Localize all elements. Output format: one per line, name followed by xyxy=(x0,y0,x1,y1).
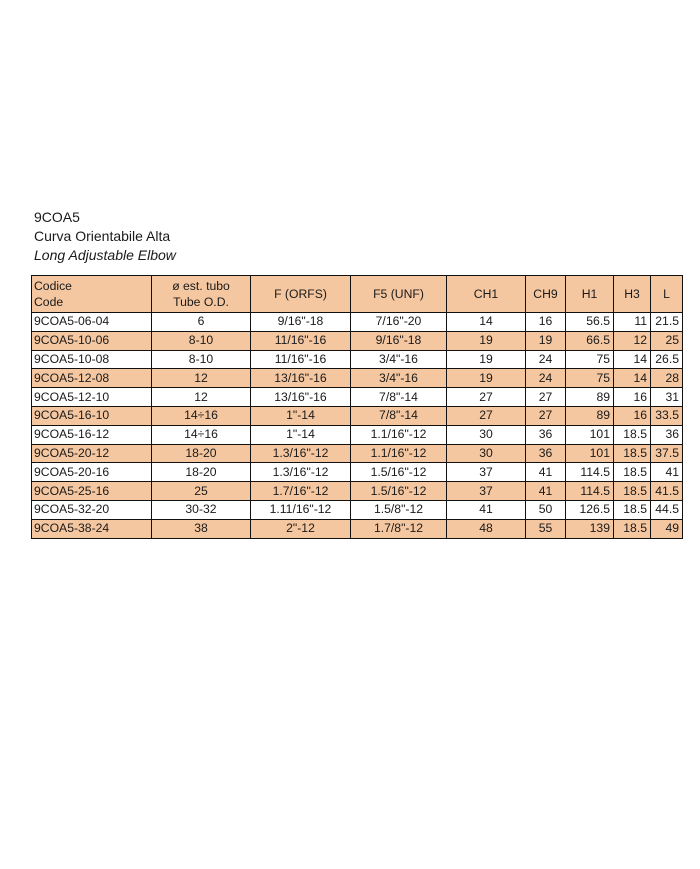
cell-code: 9COA5-16-12 xyxy=(32,425,152,444)
cell-h3: 18.5 xyxy=(614,444,651,463)
header-h1: H1 xyxy=(566,276,614,313)
cell-f-orfs: 11/16"-16 xyxy=(251,331,351,350)
cell-f-orfs: 1.3/16"-12 xyxy=(251,444,351,463)
header-ch9: CH9 xyxy=(526,276,566,313)
cell-tube-od: 14÷16 xyxy=(152,425,251,444)
cell-h1: 66.5 xyxy=(566,331,614,350)
cell-tube-od: 18-20 xyxy=(152,463,251,482)
cell-h1: 139 xyxy=(566,519,614,538)
table-row xyxy=(32,425,683,444)
cell-f5-unf: 7/16"-20 xyxy=(351,313,447,332)
cell-h3: 18.5 xyxy=(614,519,651,538)
table-header-row xyxy=(32,276,683,313)
header-tube-od xyxy=(152,276,251,313)
cell-l: 41.5 xyxy=(651,482,683,501)
cell-h1: 114.5 xyxy=(566,482,614,501)
cell-l: 36 xyxy=(651,425,683,444)
product-heading xyxy=(34,208,176,265)
cell-tube-od: 8-10 xyxy=(152,350,251,369)
cell-ch1: 27 xyxy=(447,388,526,407)
header-code-en: Code xyxy=(34,295,64,309)
cell-ch9: 24 xyxy=(526,369,566,388)
cell-h1: 101 xyxy=(566,425,614,444)
cell-f5-unf: 3/4"-16 xyxy=(351,369,447,388)
cell-ch1: 37 xyxy=(447,482,526,501)
cell-tube-od: 12 xyxy=(152,369,251,388)
cell-h1: 89 xyxy=(566,406,614,425)
cell-ch1: 30 xyxy=(447,444,526,463)
cell-ch1: 14 xyxy=(447,313,526,332)
header-tube-it: ø est. tubo xyxy=(172,279,230,293)
cell-f-orfs: 1"-14 xyxy=(251,425,351,444)
cell-h3: 16 xyxy=(614,388,651,407)
cell-f5-unf: 1.1/16"-12 xyxy=(351,444,447,463)
product-code: 9COA5 xyxy=(34,209,80,225)
cell-h1: 126.5 xyxy=(566,500,614,519)
cell-h3: 18.5 xyxy=(614,463,651,482)
cell-l: 26.5 xyxy=(651,350,683,369)
header-h3: H3 xyxy=(614,276,651,313)
cell-ch9: 19 xyxy=(526,331,566,350)
cell-l: 41 xyxy=(651,463,683,482)
cell-f-orfs: 2"-12 xyxy=(251,519,351,538)
cell-h3: 18.5 xyxy=(614,425,651,444)
table-row xyxy=(32,313,683,332)
cell-f-orfs: 1"-14 xyxy=(251,406,351,425)
cell-h1: 101 xyxy=(566,444,614,463)
cell-h1: 75 xyxy=(566,350,614,369)
table-row xyxy=(32,519,683,538)
cell-f5-unf: 1.5/16"-12 xyxy=(351,482,447,501)
table-row xyxy=(32,406,683,425)
cell-tube-od: 18-20 xyxy=(152,444,251,463)
cell-f-orfs: 1.7/16"-12 xyxy=(251,482,351,501)
header-l: L xyxy=(651,276,683,313)
cell-ch9: 50 xyxy=(526,500,566,519)
cell-f-orfs: 11/16"-16 xyxy=(251,350,351,369)
table-row xyxy=(32,500,683,519)
cell-f5-unf: 1.5/8"-12 xyxy=(351,500,447,519)
cell-tube-od: 25 xyxy=(152,482,251,501)
cell-f-orfs: 9/16"-18 xyxy=(251,313,351,332)
cell-l: 28 xyxy=(651,369,683,388)
table-row xyxy=(32,482,683,501)
spec-table xyxy=(31,275,683,539)
header-code xyxy=(32,276,152,313)
cell-code: 9COA5-12-10 xyxy=(32,388,152,407)
cell-code: 9COA5-10-08 xyxy=(32,350,152,369)
cell-tube-od: 8-10 xyxy=(152,331,251,350)
cell-tube-od: 6 xyxy=(152,313,251,332)
cell-h3: 11 xyxy=(614,313,651,332)
product-title-english: Long Adjustable Elbow xyxy=(34,247,176,263)
cell-ch9: 41 xyxy=(526,482,566,501)
cell-ch9: 27 xyxy=(526,406,566,425)
cell-f5-unf: 1.7/8"-12 xyxy=(351,519,447,538)
cell-ch1: 27 xyxy=(447,406,526,425)
cell-ch1: 37 xyxy=(447,463,526,482)
cell-f-orfs: 13/16"-16 xyxy=(251,369,351,388)
cell-f5-unf: 3/4"-16 xyxy=(351,350,447,369)
table-body xyxy=(32,313,683,539)
cell-l: 31 xyxy=(651,388,683,407)
cell-l: 33.5 xyxy=(651,406,683,425)
header-f-orfs: F (ORFS) xyxy=(251,276,351,313)
cell-f5-unf: 1.5/16"-12 xyxy=(351,463,447,482)
cell-l: 21.5 xyxy=(651,313,683,332)
cell-ch9: 24 xyxy=(526,350,566,369)
cell-code: 9COA5-06-04 xyxy=(32,313,152,332)
cell-ch9: 36 xyxy=(526,444,566,463)
cell-h3: 18.5 xyxy=(614,482,651,501)
cell-tube-od: 12 xyxy=(152,388,251,407)
table-row xyxy=(32,444,683,463)
cell-f-orfs: 13/16"-16 xyxy=(251,388,351,407)
cell-h1: 56.5 xyxy=(566,313,614,332)
header-tube-en: Tube O.D. xyxy=(173,295,229,309)
cell-ch9: 27 xyxy=(526,388,566,407)
cell-l: 37.5 xyxy=(651,444,683,463)
cell-code: 9COA5-20-16 xyxy=(32,463,152,482)
table-row xyxy=(32,463,683,482)
cell-f5-unf: 7/8"-14 xyxy=(351,406,447,425)
table-row xyxy=(32,388,683,407)
cell-h1: 114.5 xyxy=(566,463,614,482)
cell-h3: 12 xyxy=(614,331,651,350)
cell-code: 9COA5-20-12 xyxy=(32,444,152,463)
table-row xyxy=(32,350,683,369)
cell-ch1: 19 xyxy=(447,369,526,388)
cell-tube-od: 30-32 xyxy=(152,500,251,519)
cell-ch1: 19 xyxy=(447,350,526,369)
table-row xyxy=(32,369,683,388)
cell-tube-od: 38 xyxy=(152,519,251,538)
cell-code: 9COA5-38-24 xyxy=(32,519,152,538)
cell-h1: 75 xyxy=(566,369,614,388)
cell-l: 44.5 xyxy=(651,500,683,519)
cell-tube-od: 14÷16 xyxy=(152,406,251,425)
product-title-italian: Curva Orientabile Alta xyxy=(34,228,171,244)
cell-ch9: 36 xyxy=(526,425,566,444)
cell-code: 9COA5-25-16 xyxy=(32,482,152,501)
cell-f-orfs: 1.11/16"-12 xyxy=(251,500,351,519)
cell-h3: 18.5 xyxy=(614,500,651,519)
cell-h1: 89 xyxy=(566,388,614,407)
cell-l: 49 xyxy=(651,519,683,538)
cell-ch1: 19 xyxy=(447,331,526,350)
cell-ch9: 55 xyxy=(526,519,566,538)
cell-code: 9COA5-10-06 xyxy=(32,331,152,350)
cell-ch1: 48 xyxy=(447,519,526,538)
cell-f5-unf: 7/8"-14 xyxy=(351,388,447,407)
cell-h3: 14 xyxy=(614,369,651,388)
cell-f5-unf: 1.1/16"-12 xyxy=(351,425,447,444)
cell-h3: 14 xyxy=(614,350,651,369)
table-row xyxy=(32,331,683,350)
cell-ch9: 16 xyxy=(526,313,566,332)
cell-l: 25 xyxy=(651,331,683,350)
cell-code: 9COA5-12-08 xyxy=(32,369,152,388)
header-f5-unf: F5 (UNF) xyxy=(351,276,447,313)
cell-ch1: 30 xyxy=(447,425,526,444)
header-ch1: CH1 xyxy=(447,276,526,313)
cell-code: 9COA5-16-10 xyxy=(32,406,152,425)
cell-f5-unf: 9/16"-18 xyxy=(351,331,447,350)
cell-code: 9COA5-32-20 xyxy=(32,500,152,519)
cell-ch1: 41 xyxy=(447,500,526,519)
header-code-it: Codice xyxy=(34,279,72,293)
cell-h3: 16 xyxy=(614,406,651,425)
cell-f-orfs: 1.3/16"-12 xyxy=(251,463,351,482)
cell-ch9: 41 xyxy=(526,463,566,482)
